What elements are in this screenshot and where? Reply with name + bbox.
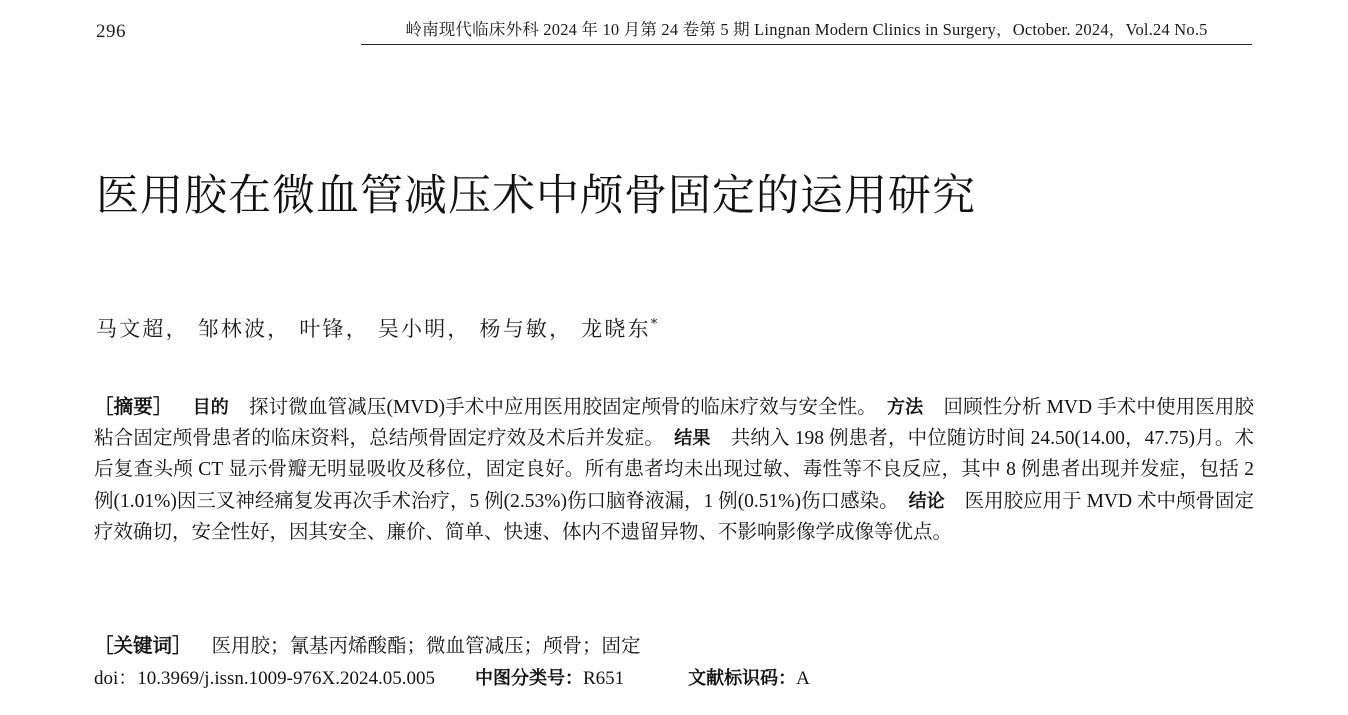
document-code-label: 文献标识码： — [688, 668, 797, 689]
abstract-section-text-methods: 回顾性分析 MVD 手术中使用医用胶粘合固定颅骨患者的临床资料，总结颅骨固定疗效及术后并发症。 — [94, 397, 1254, 450]
article-metadata — [94, 665, 1254, 694]
keywords-label: ［关键词］ — [94, 636, 192, 657]
author-names: 马文超， 邹林波， 叶锋， 吴小明， 杨与敏， 龙晓东 — [96, 317, 651, 341]
abstract-section-text-objective: 探讨微血管减压(MVD)手术中应用医用胶固定颅骨的临床疗效与安全性。 — [248, 397, 877, 418]
abstract-section-label-results: 结果 — [674, 428, 711, 450]
clc-label: 中图分类号： — [474, 668, 583, 689]
clc-value: R651 — [582, 668, 625, 689]
document-code-value: A — [796, 668, 810, 689]
corresponding-author-mark: * — [650, 317, 660, 332]
abstract-block — [94, 392, 1254, 548]
page-title: 医用胶在微血管减压术中颅骨固定的运用研究 — [96, 170, 976, 221]
running-head — [96, 16, 1252, 45]
keywords-block — [94, 631, 1254, 662]
abstract-section-text-conclusion: 医用胶应用于 MVD 术中颅骨固定疗效确切，安全性好，因其安全、廉价、简单、快速、体内不遗留异物、不影响影像学成像等优点。 — [94, 490, 1254, 543]
abstract-section-label-methods: 方法 — [886, 397, 924, 418]
running-head-rule — [361, 16, 1252, 45]
document-code — [688, 665, 810, 694]
clc-number — [475, 665, 624, 694]
abstract-label: ［摘要］ — [94, 397, 173, 418]
abstract-section-text-results: 共纳入 198 例患者，中位随访时间 24.50(14.00，47.75)月。术后复查头颅 CT 显示骨瓣无明显吸收及移位，固定良好。所有患者均未出现过敏、毒性等不良反应，其中 8 例患者出现并发症，包括 2 例(1.01%)因三叉神经痛复发再次手术治疗，5 例(2.53%)伤口脑脊液漏，1 例(0.51%)伤口感染。 — [94, 428, 1254, 512]
abstract-section-label-objective: 目的 — [192, 397, 229, 418]
page-number: 296 — [96, 21, 126, 42]
abstract-section-label-conclusion: 结论 — [908, 490, 945, 512]
keywords-text: 医用胶；氰基丙烯酸酯；微血管减压；颅骨；固定 — [211, 636, 641, 657]
running-head-title: 岭南现代临床外科 2024 年 10 月第 24 卷第 5 期 Lingnan Modern Clinics in Surgery，October. 2024，Vol.24 No.5 — [405, 20, 1208, 39]
author-list — [96, 313, 1196, 343]
doi: doi：10.3969/j.issn.1009-976X.2024.05.005 — [94, 668, 435, 689]
